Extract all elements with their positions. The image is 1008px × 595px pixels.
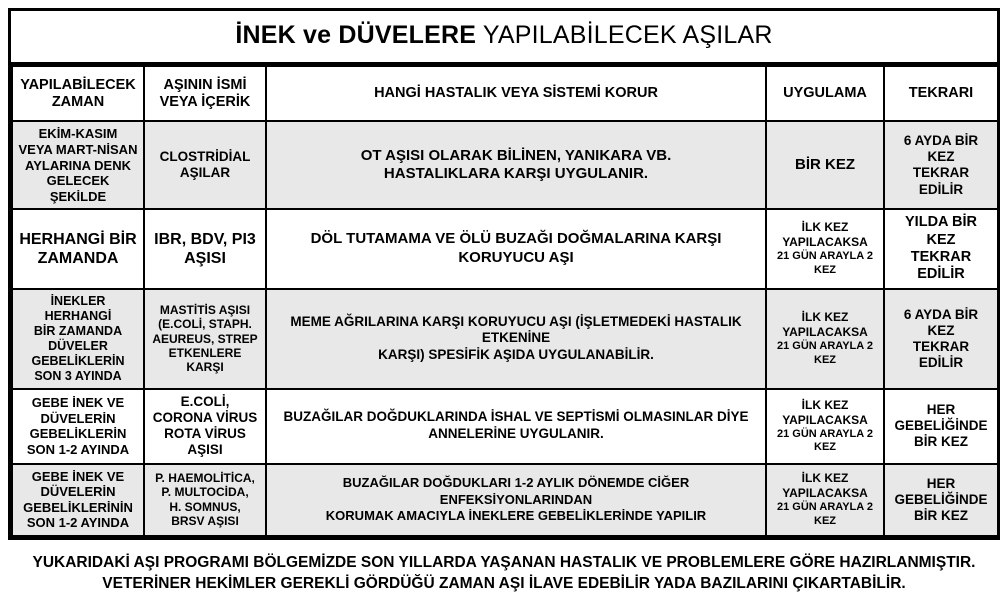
cell-repeat xyxy=(884,389,998,464)
cell-time-line4: SON 1-2 AYINDA xyxy=(26,441,130,457)
cell-application xyxy=(766,464,884,536)
title-light-text: YAPILABİLECEK AŞILAR xyxy=(482,21,773,49)
cell-application-line1: İLK KEZ YAPILACAKSA xyxy=(782,397,868,427)
cell-vaccine-line2: (E.COLİ, STAPH. xyxy=(158,317,252,332)
column-header-vaccine-name xyxy=(144,66,266,121)
cell-protection-line2: ANNELERİNE UYGULANIR. xyxy=(428,426,604,442)
cell-time-line2: VEYA MART-NİSAN xyxy=(18,141,138,157)
cell-protection-line2: HASTALIKLARA KARŞI UYGULANIR. xyxy=(383,165,649,183)
cell-repeat-line1: 6 AYDA BİR KEZ xyxy=(903,132,979,165)
cell-time xyxy=(12,209,144,289)
cell-time-line1: EKİM-KASIM xyxy=(38,126,118,142)
cell-repeat xyxy=(884,209,998,289)
table-row xyxy=(12,464,998,536)
cell-protection xyxy=(266,121,766,209)
table-row xyxy=(12,289,998,389)
cell-repeat-line1: HER GEBELİĞİNDE xyxy=(894,401,988,434)
cell-repeat-line2: TEKRAR EDİLİR xyxy=(912,165,970,197)
cell-time-line3: AYLARINA DENK xyxy=(25,157,131,173)
cell-protection-line1: OT AŞISI OLARAK BİLİNEN, YANIKARA VB. xyxy=(360,146,672,164)
cell-application xyxy=(766,289,884,389)
table-row xyxy=(12,209,998,289)
cell-protection-line2: KORUYUCU AŞI xyxy=(458,249,574,267)
cell-repeat xyxy=(884,464,998,536)
vaccine-schedule-table xyxy=(11,65,999,537)
cell-vaccine-line4: BRSV AŞISI xyxy=(171,514,239,529)
column-header-vaccine-name-line2: VEYA İÇERİK xyxy=(159,93,251,110)
vaccine-table-frame xyxy=(8,8,1000,540)
cell-vaccine-line1: P. HAEMOLİTİCA, xyxy=(155,471,255,486)
cell-time-line2: BİR ZAMANDA xyxy=(33,323,123,338)
table-header xyxy=(12,66,998,121)
cell-repeat xyxy=(884,289,998,389)
cell-repeat-line2: BİR KEZ xyxy=(914,434,968,450)
cell-repeat-line1: 6 AYDA BİR KEZ xyxy=(903,306,979,338)
cell-time-line2: DÜVELERİN xyxy=(40,410,116,426)
cell-application-line2: 21 GÜN ARAYLA 2 KEZ xyxy=(777,427,873,454)
cell-protection-line2: KORUMAK AMACIYLA İNEKLERE GEBELİKLERİNDE YAPILIR xyxy=(325,507,707,523)
footer-line-2: VETERİNER HEKİMLER GEREKLİ GÖRDÜĞÜ ZAMAN AŞI İLAVE EDEBİLİR YADA BAZILARINI ÇIKARTABİLİR. xyxy=(102,574,906,592)
cell-time xyxy=(12,121,144,209)
column-header-time-line1: YAPILABİLECEK xyxy=(20,77,136,93)
table-row xyxy=(12,389,998,464)
cell-time xyxy=(12,289,144,389)
cell-application-line1: İLK KEZ YAPILACAKSA xyxy=(782,220,868,250)
cell-vaccine-line3: H. SOMNUS, xyxy=(169,499,241,514)
cell-time-line1: İNEKLER HERHANGİ xyxy=(44,293,112,323)
cell-time xyxy=(12,464,144,536)
cell-vaccine xyxy=(144,464,266,536)
cell-repeat-line1: HER GEBELİĞİNDE xyxy=(894,475,988,507)
cell-time-line1: GEBE İNEK VE xyxy=(31,468,125,484)
cell-application xyxy=(766,121,884,209)
cell-time-line1: GEBE İNEK VE xyxy=(31,395,125,411)
cell-vaccine-line1: E.COLİ, xyxy=(180,393,230,409)
cell-vaccine-line1: MASTİTİS AŞISI xyxy=(159,302,251,317)
cell-vaccine-line4: ETKENLERE KARŞI xyxy=(168,346,242,375)
footer-note xyxy=(8,553,1000,595)
cell-time-line2: ZAMANDA xyxy=(37,250,119,268)
column-header-time xyxy=(12,66,144,121)
cell-repeat xyxy=(884,121,998,209)
title-strong-text: İNEK ve DÜVELERE xyxy=(235,21,477,49)
cell-vaccine-line3: AEUREUS, STREP xyxy=(152,331,258,346)
cell-protection-line2: KARŞI) SPESİFİK AŞIDA UYGULANABİLİR. xyxy=(378,347,654,363)
cell-repeat-line2: TEKRAR EDİLİR xyxy=(910,249,972,283)
cell-vaccine xyxy=(144,121,266,209)
table-header-row xyxy=(12,66,998,121)
cell-protection xyxy=(266,209,766,289)
cell-time-line3: GEBELİKLERİN xyxy=(29,426,127,442)
cell-vaccine-line1: IBR, BDV, PI3 xyxy=(154,230,256,248)
cell-repeat-line2: BİR KEZ xyxy=(914,507,968,523)
cell-vaccine-line2: AŞISI xyxy=(184,250,226,268)
table-row xyxy=(12,121,998,209)
column-header-time-line2: ZAMAN xyxy=(51,93,105,110)
cell-protection-line1: MEME AĞRILARINA KARŞI KORUYUCU AŞI (İŞLETMEDEKİ HASTALIK ETKENİNE xyxy=(290,313,742,346)
cell-protection-line1: BUZAĞILAR DOĞDUKLARINDA İSHAL VE SEPTİSMİ OLMASINLAR DİYE xyxy=(283,409,749,425)
cell-vaccine-line2: AŞILAR xyxy=(179,165,231,181)
cell-application-line2: 21 GÜN ARAYLA 2 KEZ xyxy=(777,340,873,366)
cell-protection xyxy=(266,389,766,464)
cell-application-line2: 21 GÜN ARAYLA 2 KEZ xyxy=(777,501,873,527)
cell-application-line1: İLK KEZ YAPILACAKSA xyxy=(782,310,868,340)
cell-time-line5: SON 3 AYINDA xyxy=(34,368,122,383)
cell-time-line3: DÜVELER xyxy=(48,338,108,353)
cell-application xyxy=(766,389,884,464)
column-header-repeat: TEKRARI xyxy=(884,66,998,121)
cell-repeat-line2: TEKRAR EDİLİR xyxy=(912,338,970,371)
cell-vaccine-line2: P. MULTOCİDA, xyxy=(161,485,249,500)
cell-time-line3: GEBELİKLERİNİN xyxy=(23,499,133,515)
cell-time-line1: HERHANGİ BİR xyxy=(19,230,137,248)
cell-repeat-line1: YILDA BİR KEZ xyxy=(905,214,977,248)
cell-vaccine-line4: AŞISI xyxy=(187,442,223,458)
cell-time-line4: GELECEK ŞEKİLDE xyxy=(46,173,110,204)
cell-protection xyxy=(266,464,766,536)
cell-time-line4: SON 1-2 AYINDA xyxy=(26,515,130,531)
footer-line-1: YUKARIDAKİ AŞI PROGRAMI BÖLGEMİZDE SON YILLARDA YAŞANAN HASTALIK VE PROBLEMLERE GÖRE HAZIRLANMIŞTIR. xyxy=(32,554,976,571)
cell-application-line2: 21 GÜN ARAYLA 2 KEZ xyxy=(777,250,873,277)
cell-application xyxy=(766,209,884,289)
column-header-vaccine-name-line1: AŞININ İSMİ xyxy=(163,77,247,93)
column-header-application: UYGULAMA xyxy=(766,66,884,121)
table-body xyxy=(12,121,998,536)
cell-vaccine xyxy=(144,289,266,389)
cell-protection-line1: DÖL TUTAMAMA VE ÖLÜ BUZAĞI DOĞMALARINA KARŞI xyxy=(310,230,722,248)
cell-time xyxy=(12,389,144,464)
cell-protection xyxy=(266,289,766,389)
cell-time-line4: GEBELİKLERİN xyxy=(31,353,125,368)
cell-protection-line1: BUZAĞILAR DOĞDUKLARI 1-2 AYLIK DÖNEMDE CİĞER ENFEKSİYONLARINDAN xyxy=(342,475,690,507)
cell-application-line1: BİR KEZ xyxy=(795,155,855,173)
cell-time-line2: DÜVELERİN xyxy=(40,484,116,500)
cell-vaccine-line1: CLOSTRİDİAL xyxy=(159,149,251,165)
cell-vaccine-line3: ROTA VİRUS xyxy=(164,426,246,442)
poster-title xyxy=(11,11,997,65)
cell-vaccine xyxy=(144,209,266,289)
cell-application-line1: İLK KEZ YAPILACAKSA xyxy=(782,471,868,501)
column-header-protection: HANGİ HASTALIK VEYA SİSTEMİ KORUR xyxy=(266,66,766,121)
cell-vaccine-line2: CORONA VİRUS xyxy=(152,410,258,426)
cell-vaccine xyxy=(144,389,266,464)
